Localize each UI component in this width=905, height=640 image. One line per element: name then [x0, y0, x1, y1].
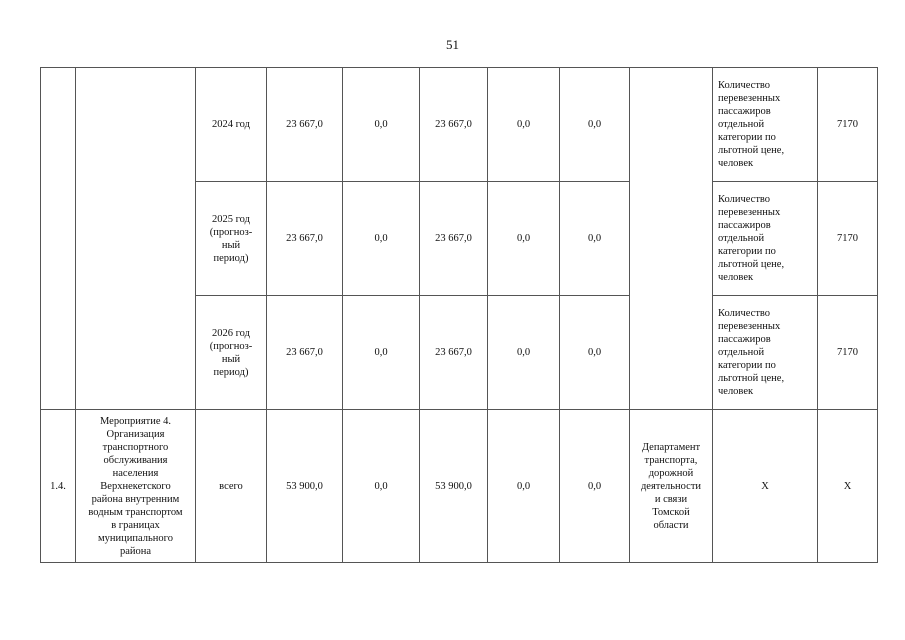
- indicator-value-cell: X: [818, 410, 878, 563]
- indicator-text: Количество перевезенных пассажиров отдельной категории по льготной цене, человек: [718, 308, 785, 397]
- period-cell: [196, 68, 267, 182]
- other-cell: 0,0: [560, 182, 630, 296]
- regional-cell: 23 667,0: [420, 296, 488, 410]
- federal-cell: 0,0: [343, 68, 420, 182]
- total-cell: 23 667,0: [267, 296, 343, 410]
- other-cell: 0,0: [560, 68, 630, 182]
- period-cell: всего: [196, 410, 267, 563]
- total-cell: 53 900,0: [267, 410, 343, 563]
- name-cell-empty: [76, 68, 196, 410]
- local-cell: 0,0: [488, 296, 560, 410]
- other-cell: 0,0: [560, 410, 630, 563]
- period-cell: [196, 296, 267, 410]
- executor-text: Департамент транспорта, дорожной деятельности и связи Томской области: [640, 441, 702, 531]
- table-row-event-4: [41, 410, 878, 563]
- event-name-text: Мероприятие 4. Организация транспортного обслуживания населения Верхнекетского района внутренним водным транспортом в границах муниципального района: [88, 415, 183, 557]
- executor-cell-empty: [630, 68, 713, 410]
- indicator-cell: [713, 296, 818, 410]
- regional-cell: 53 900,0: [420, 410, 488, 563]
- period-cell: [196, 182, 267, 296]
- indicator-value-cell: 7170: [818, 296, 878, 410]
- program-table: [40, 67, 878, 563]
- period-text: 2026 год (прогноз- ный период): [209, 327, 253, 378]
- total-cell: 23 667,0: [267, 68, 343, 182]
- regional-cell: 23 667,0: [420, 68, 488, 182]
- indicator-text: Количество перевезенных пассажиров отдельной категории по льготной цене, человек: [718, 80, 785, 169]
- period-text: 2025 год (прогноз- ный период): [209, 213, 253, 264]
- local-cell: 0,0: [488, 182, 560, 296]
- indicator-cell: X: [713, 410, 818, 563]
- event-name-cell: [76, 410, 196, 563]
- indicator-cell: [713, 68, 818, 182]
- total-cell: 23 667,0: [267, 182, 343, 296]
- page-number: 51: [446, 37, 459, 52]
- indicator-value-cell: 7170: [818, 68, 878, 182]
- period-text: 2024 год: [212, 119, 250, 130]
- event-number-cell: 1.4.: [41, 410, 76, 563]
- other-cell: 0,0: [560, 296, 630, 410]
- local-cell: 0,0: [488, 410, 560, 563]
- executor-cell: [630, 410, 713, 563]
- table-row-2024: [41, 68, 878, 182]
- number-cell-empty: [41, 68, 76, 410]
- indicator-value-cell: 7170: [818, 182, 878, 296]
- local-cell: 0,0: [488, 68, 560, 182]
- indicator-text: Количество перевезенных пассажиров отдельной категории по льготной цене, человек: [718, 194, 785, 283]
- federal-cell: 0,0: [343, 410, 420, 563]
- federal-cell: 0,0: [343, 182, 420, 296]
- federal-cell: 0,0: [343, 296, 420, 410]
- regional-cell: 23 667,0: [420, 182, 488, 296]
- indicator-cell: [713, 182, 818, 296]
